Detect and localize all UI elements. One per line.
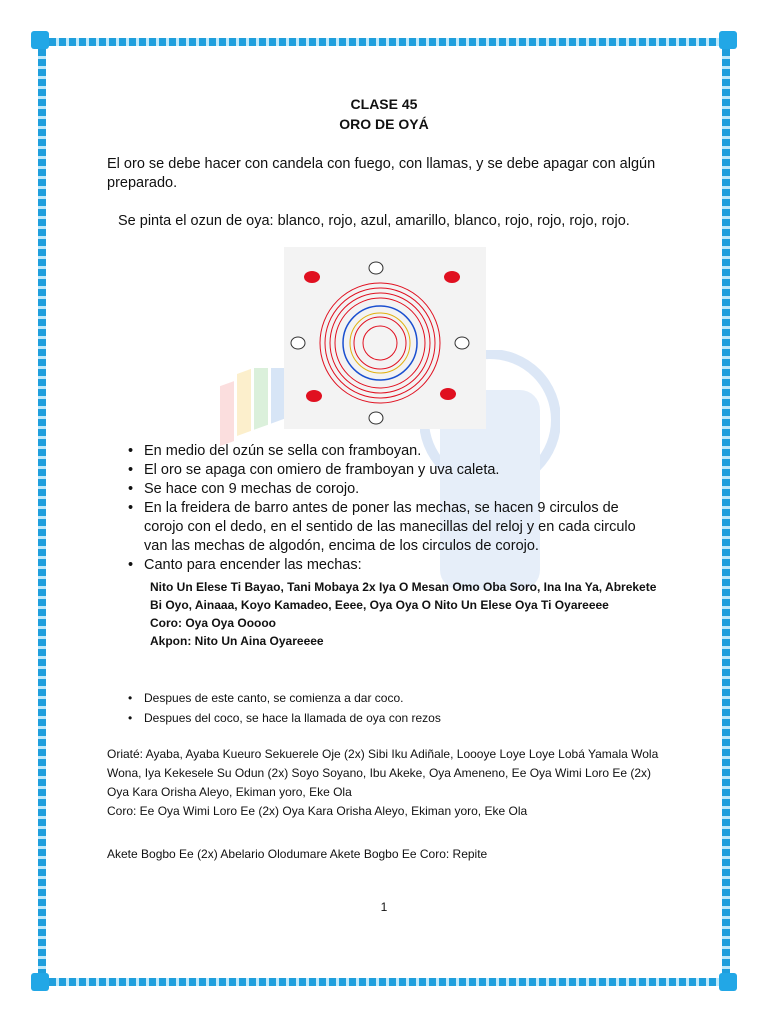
corner-ornament-br (719, 973, 737, 991)
list-item: • Canto para encender las mechas: (128, 556, 648, 575)
top-border (36, 38, 732, 46)
song-akpon: Akpon: Nito Un Aina Oyareeee (150, 634, 324, 648)
oriate-text: Oriaté: Ayaba, Ayaba Kueuro Sekuerele Oje (2x) Sibi Iku Adiñale, Loooye Loye Loye Lobá Yamala Wola Wona, Iya Kekesele Su Odun (2x) Soyo Soyano, Ibu Akeke, Oya Ameneno, Ee Oya Wimi Loro Ee (2x) Oya Kara Orisha Aleyo, Ekiman yoro, Eke Ola (107, 747, 659, 799)
instructions-list (128, 442, 648, 575)
ozun-paragraph: Se pinta el ozun de oya: blanco, rojo, azul, amarillo, blanco, rojo, rojo, rojo, rojo. (118, 213, 630, 229)
page-number: 1 (380, 900, 388, 914)
oriate-paragraph (107, 745, 667, 821)
corner-ornament-tl (31, 31, 49, 49)
ozun-diagram (284, 247, 486, 429)
akete-line: Akete Bogbo Ee (2x) Abelario Olodumare Akete Bogbo Ee Coro: Repite (107, 847, 488, 861)
song-coro: Coro: Oya Oya Ooooo (150, 616, 277, 630)
bottom-border (36, 978, 732, 986)
list-item: • Despues del coco, se hace la llamada de oya con rezos (128, 708, 648, 728)
list-item: • El oro se apaga con omiero de framboyan y uva caleta. (128, 461, 648, 480)
intro-paragraph: El oro se debe hacer con candela con fuego, con llamas, y se debe apagar con algún preparado. (107, 156, 656, 191)
song-verse: Nito Un Elese Ti Bayao, Tani Mobaya 2x Iya O Mesan Omo Oba Soro, Ina Ina Ya, Abrekete Bi Oyo, Ainaaa, Koyo Kamadeo, Eeee, Oya Oya O Nito Un Elese Oya Ti Oyareeee (150, 580, 657, 612)
coro-text: Coro: Ee Oya Wimi Loro Ee (2x) Oya Kara Orisha Aleyo, Ekiman yoro, Eke Ola (107, 804, 528, 818)
page-title (0, 94, 768, 134)
title-line-1: CLASE 45 (350, 96, 418, 112)
list-item: • En medio del ozún se sella con framboyan. (128, 442, 648, 461)
right-border (722, 36, 730, 988)
song-lyrics (128, 578, 670, 650)
left-border (38, 36, 46, 988)
followup-list (128, 688, 648, 728)
list-item: • Se hace con 9 mechas de corojo. (128, 480, 648, 499)
list-item: • En la freidera de barro antes de poner las mechas, se hacen 9 circulos de corojo con el dedo, en el sentido de las manecillas del reloj y en cada circulo van las mechas de algodón, encima de los circulos de corojo. (128, 499, 648, 556)
list-item: • Despues de este canto, se comienza a dar coco. (128, 688, 648, 708)
corner-ornament-bl (31, 973, 49, 991)
corner-ornament-tr (719, 31, 737, 49)
title-line-2: ORO DE OYÁ (339, 116, 429, 132)
